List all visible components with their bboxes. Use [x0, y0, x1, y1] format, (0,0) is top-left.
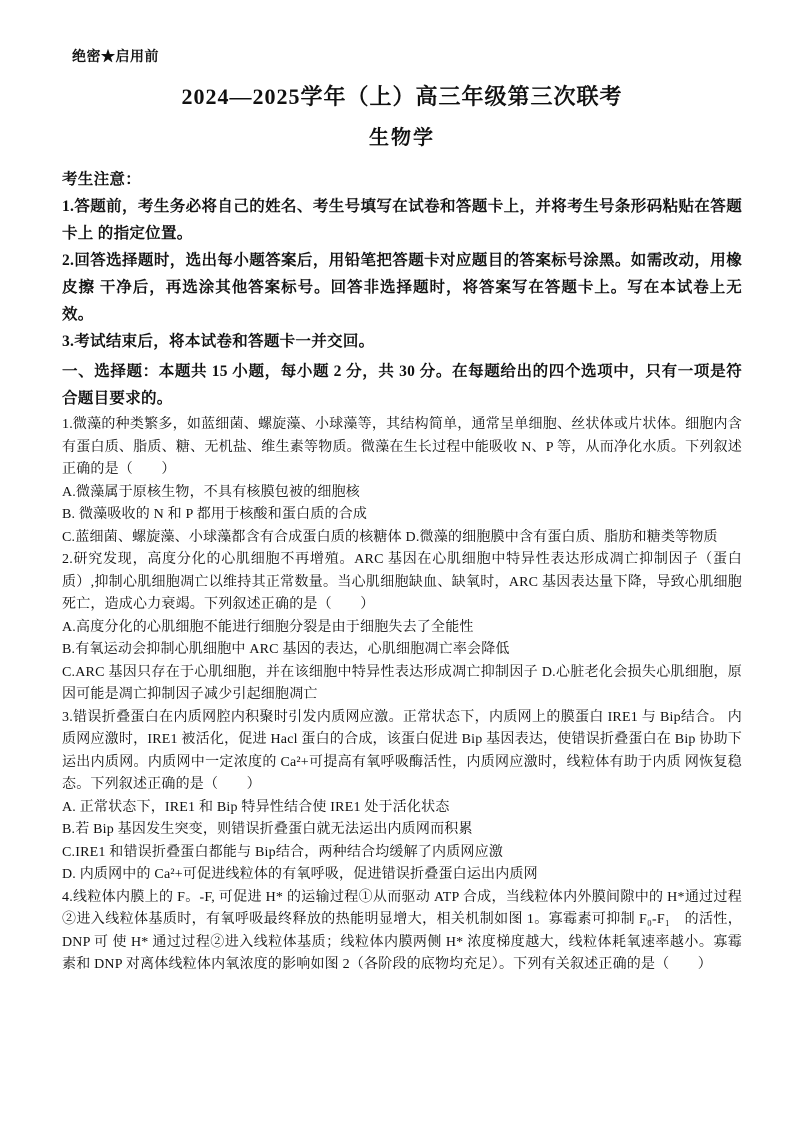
section-heading: 一、选择题：本题共 15 小题，每小题 2 分，共 30 分。在每题给出的四个选项中，只有一项是符合题目要求的。 — [62, 363, 742, 407]
question-4-stem: 4.线粒体内膜上的 F。-F, 可促进 H* 的运输过程①从而驱动 ATP 合成，当线粒体内外膜间隙中的 H*通过过程②进入线粒体基质时，有氧呼吸最终释放的热能明显增大，相关机制如图 1。寡霉素可抑制 F₀-F₁ 的活性，DNP 可 使 H* 通过过程②进入线粒体基质；线粒体内膜两侧 H* 浓度梯度越大，线粒体耗氧速率越小。寡霉素和 DNP 对离体线粒体内氧浓度的影响如图 2（各阶段的底物均充足）。下列有关叙述正确的是（ ） — [62, 889, 742, 972]
exam-title: 2024—2025学年（上）高三年级第三次联考 — [181, 84, 623, 109]
classification-label: 绝密★启用前 — [72, 50, 159, 65]
question-2-option-a: A.高度分化的心肌细胞不能进行细胞分裂是由于细胞失去了全能性 — [62, 619, 474, 635]
notice-heading: 考生注意： — [62, 171, 142, 188]
question-3-option-c: C.IRE1 和错误折叠蛋白都能与 Bip结合，两种结合均缓解了内质网应激 — [62, 844, 504, 860]
question-1-option-b: B. 微藻吸收的 N 和 P 都用于核酸和蛋白质的合成 — [62, 507, 368, 522]
question-3-option-b: B.若 Bip 基因发生突变，则错误折叠蛋白就无法运出内质网而积累 — [62, 822, 473, 837]
question-3-option-a: A. 正常状态下，IRE1 和 Bip 特异性结合使 IRE1 处于活化状态 — [62, 799, 450, 815]
notice-item-3: 3.考试结束后，将本试卷和答题卡一并交回。 — [62, 333, 375, 350]
question-4 — [62, 887, 742, 977]
question-3-option-d: D. 内质网中的 Ca²+可促进线粒体的有氧呼吸，促进错误折叠蛋白运出内质网 — [62, 867, 538, 882]
notice-item-2: 2.回答选择题时，选出每小题答案后，用铅笔把答题卡对应题目的答案标号涂黑。如需改动，用橡皮擦 干净后，再选涂其他答案标号。回答非选择题时，将答案写在答题卡上。写在本试卷上无效。 — [62, 252, 742, 323]
notice-section — [62, 166, 742, 355]
notice-item-1: 1.答题前，考生务必将自己的姓名、考生号填写在试卷和答题卡上，并将考生号条形码粘贴在答题卡上 的指定位置。 — [62, 198, 742, 242]
question-1-option-cd: C.蓝细菌、螺旋藻、小球藻都含有合成蛋白质的核糖体 D.微藻的细胞膜中含有蛋白质、脂肪和糖类等物质 — [62, 529, 718, 545]
exam-subject: 生物学 — [369, 127, 435, 149]
question-1 — [62, 414, 742, 549]
question-2 — [62, 549, 742, 707]
question-2-option-cd: C.ARC 基因只存在于心肌细胞，并在该细胞中特异性表达形成凋亡抑制因子 D.心脏老化会损失心肌细胞，原因可能是凋亡抑制因子减少引起细胞凋亡 — [62, 664, 742, 702]
question-1-option-a: A.微藻属于原核生物，不具有核膜包被的细胞核 — [62, 484, 361, 500]
question-2-option-b: B.有氧运动会抑制心肌细胞中 ARC 基因的表达，心肌细胞凋亡率会降低 — [62, 642, 510, 657]
question-2-stem: 2.研究发现，高度分化的心肌细胞不再增殖。ARC 基因在心肌细胞中特异性表达形成凋亡抑制因子（蛋白质）,抑制心肌细胞凋亡以维持其正常数量。当心肌细胞缺血、缺氧时，ARC 基因表达量下降，导致心肌细胞死亡，造成心力衰竭。下列叙述正确的是（ ） — [62, 552, 742, 612]
question-3-stem: 3.错误折叠蛋白在内质网腔内积聚时引发内质网应激。正常状态下，内质网上的膜蛋白 IRE1 与 Bip结合。 内质网应激时，IRE1 被活化，促进 Hacl 蛋白的合成，该蛋白促进 Bip 基因表达，使错误折叠蛋白在 Bip 协助下运出内质网。内质网中一定浓度的 Ca²+可提高有氧呼吸酶活性，内质网应激时，线粒体有助于内质 网恢复稳态。下列叙述正确的是（ ） — [62, 709, 742, 792]
question-1-stem: 1.微藻的种类繁多，如蓝细菌、螺旋藻、小球藻等，其结构简单，通常呈单细胞、丝状体或片状体。细胞内含有蛋白质、脂质、糖、无机盐、维生素等物质。微藻在生长过程中能吸收 N、P 等，从而净化水质。下列叙述正确的是（ ） — [62, 417, 742, 477]
question-3 — [62, 707, 742, 887]
